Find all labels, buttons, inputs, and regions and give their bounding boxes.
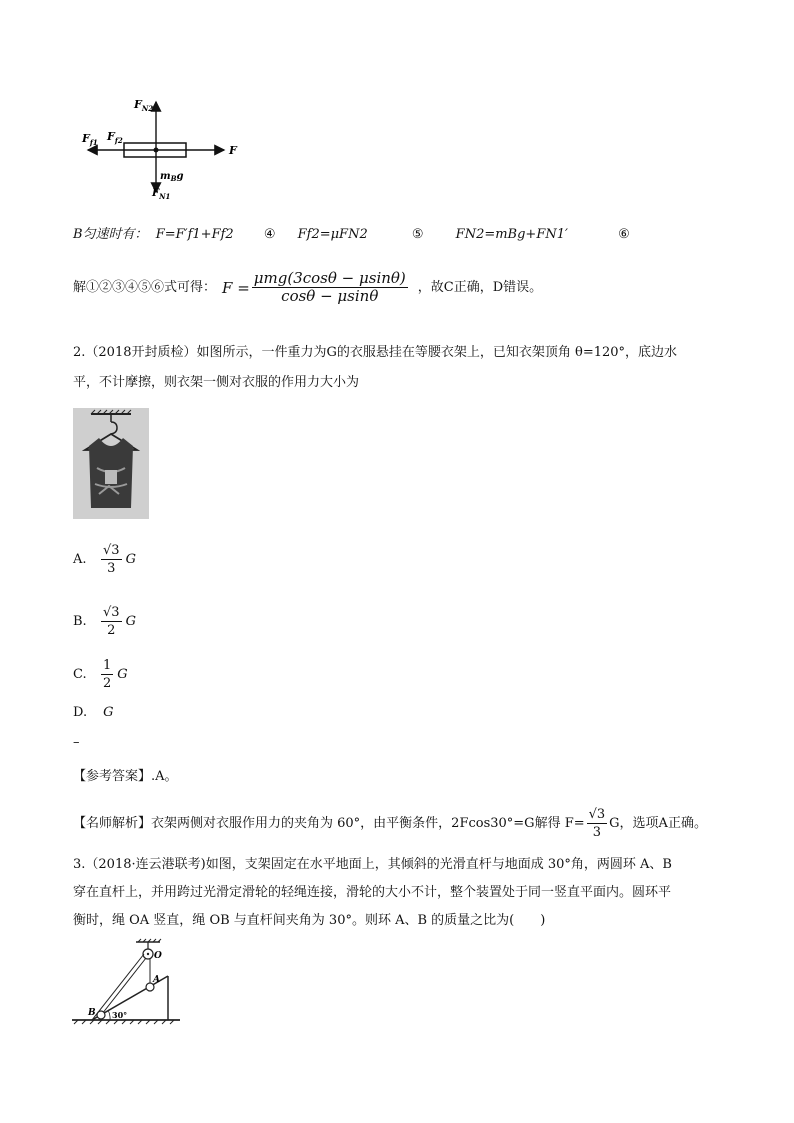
eq-5-number: ⑤ <box>411 227 424 242</box>
option-c-fraction <box>101 657 113 692</box>
ring-b <box>97 1011 105 1019</box>
option-a-numerator: √3 <box>103 543 120 558</box>
q3-line3: 衡时，绳 OA 竖直，绳 OB 与直杆间夹角为 30°。则环 A、B 的质量之比为( ) <box>73 913 546 928</box>
label-o: O <box>154 951 162 961</box>
label-ff1: $F_{f1}$ <box>82 132 98 147</box>
eq-6-number: ⑥ <box>618 227 630 242</box>
option-b-g: G <box>125 613 136 629</box>
option-b-label: B. <box>73 613 87 629</box>
clothes-hanger-image <box>73 408 149 519</box>
eq-4-number: ④ <box>263 227 276 242</box>
solution-denominator: cosθ − μsinθ <box>281 287 379 305</box>
option-c[interactable] <box>73 657 128 692</box>
analysis-numerator: √3 <box>588 807 606 822</box>
pulley-figure <box>70 938 182 1028</box>
label-fn1: $F_{N1}$ <box>152 188 171 201</box>
option-a-fraction <box>101 542 122 577</box>
eq-intro: B匀速时有： <box>73 227 148 242</box>
eq-5: Ff2=μFN2 <box>297 227 368 242</box>
eq-4: F=F′f1+Ff2 <box>155 227 234 242</box>
q3-line2: 穿在直杆上，并用跨过光滑定滑轮的轻绳连接，滑轮的大小不计，整个装置处于同一竖直平面内。圆环平 <box>73 885 672 900</box>
option-c-denominator: 2 <box>103 676 112 691</box>
label-ff2: $F_{f2}$ <box>107 130 123 145</box>
analysis-prefix: 【名师解析】衣架两侧对衣服作用力的夹角为 60°，由平衡条件，2Fcos30°=G解得 F= <box>73 815 585 831</box>
solution-suffix: ，故C正确，D错误。 <box>417 279 543 295</box>
option-b-fraction <box>101 604 122 639</box>
analysis-line <box>73 806 707 841</box>
answer-line: 【参考答案】.A。 <box>73 769 178 784</box>
option-b-denominator: 2 <box>107 623 116 638</box>
option-a-g: G <box>125 551 136 567</box>
solution-numerator: μmg(3cosθ − μsinθ) <box>253 269 406 287</box>
free-body-diagram <box>78 92 248 202</box>
solution-fraction <box>252 270 408 305</box>
label-a: A <box>153 975 160 985</box>
option-c-g: G <box>117 666 128 682</box>
label-angle: 30° <box>112 1010 128 1020</box>
eq-6: FN2=mBg+FN1′ <box>455 227 568 242</box>
q3-line1: 3.（2018·连云港联考)如图，支架固定在水平地面上，其倾斜的光滑直杆与地面成 30°角，两圆环 A、B <box>73 857 672 872</box>
q2-line2: 平，不计摩擦，则衣架一侧对衣服的作用力大小为 <box>73 375 360 390</box>
label-f: F <box>229 144 237 157</box>
option-d-label: D. <box>73 705 88 720</box>
analysis-fraction <box>587 806 608 841</box>
option-c-numerator: 1 <box>103 658 112 673</box>
q2-line1: 2.（2018开封质检）如图所示，一件重力为G的衣服悬挂在等腰衣架上，已知衣架顶角 θ=120°，底边水 <box>73 345 678 360</box>
rope-ob <box>102 958 146 1014</box>
equation-line <box>73 226 630 244</box>
label-fn2: $F_{N2}$ <box>134 98 154 113</box>
solution-prefix: 解①②③④⑤⑥式可得： <box>73 279 217 295</box>
option-b[interactable] <box>73 604 136 639</box>
dash-mark: – <box>73 735 80 750</box>
option-a-denominator: 3 <box>107 561 116 576</box>
solution-lhs: F = <box>222 278 250 297</box>
solution-line <box>73 270 542 305</box>
label-mg: $m_Bg$ <box>160 171 184 183</box>
option-d-g: G <box>103 705 114 720</box>
option-a[interactable] <box>73 542 136 577</box>
option-d[interactable] <box>73 704 114 722</box>
option-c-label: C. <box>73 666 87 682</box>
label-b: B <box>88 1008 96 1018</box>
option-a-label: A. <box>73 551 87 567</box>
option-b-numerator: √3 <box>103 605 120 620</box>
analysis-suffix: G，选项A正确。 <box>609 815 707 831</box>
analysis-denominator: 3 <box>592 825 602 840</box>
